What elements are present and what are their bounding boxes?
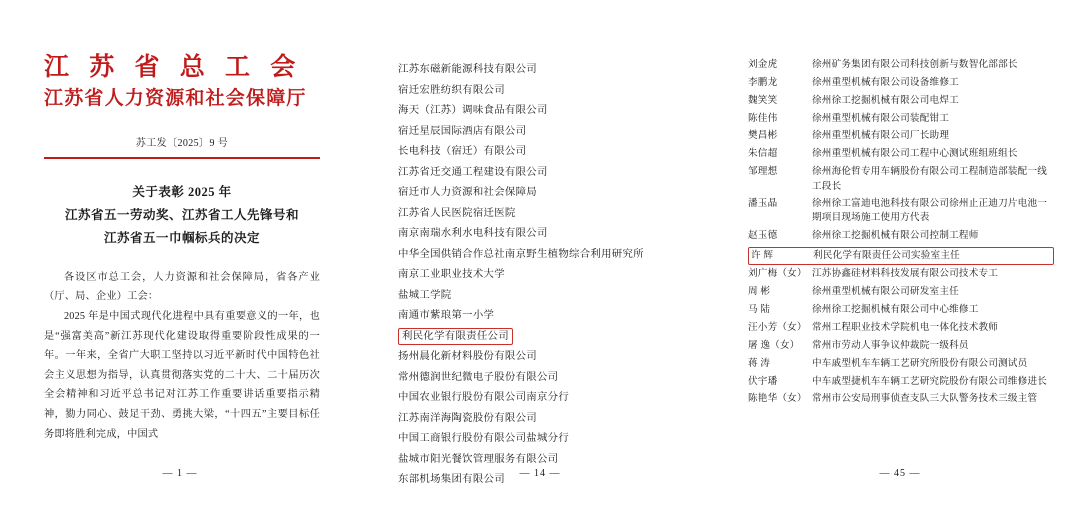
person-title: 江苏协鑫硅材料科技发展有限公司技术专工 xyxy=(812,268,999,280)
list-item xyxy=(398,429,692,450)
masthead-organization-secondary: 江苏省人力资源和社会保障厅 xyxy=(44,88,307,110)
table-row xyxy=(748,285,1054,300)
table-row xyxy=(748,112,1054,127)
person-name: 邹理想 xyxy=(748,166,778,178)
person-title: 中车戚型机车车辆工艺研究所股份有限公司测试员 xyxy=(812,357,1028,369)
page-title-line-3: 江苏省五一巾帼标兵的决定 xyxy=(103,230,260,245)
table-row xyxy=(748,197,1054,226)
list-item xyxy=(398,183,692,204)
page-number-people-list: — 45 — xyxy=(879,468,921,479)
page-number-cover: — 1 — xyxy=(162,468,198,479)
company-name: 宿迁星辰国际酒店有限公司 xyxy=(398,125,527,137)
company-name: 中国工商银行股份有限公司盐城分行 xyxy=(398,433,570,444)
company-name: 海天（江苏）调味食品有限公司 xyxy=(398,105,548,116)
table-row xyxy=(748,267,1054,282)
company-list-page xyxy=(360,0,720,509)
table-row-highlighted xyxy=(748,247,1054,266)
decision-cover-page xyxy=(0,0,360,509)
list-item xyxy=(398,306,692,327)
body-paragraph-2: 2025 年是中国式现代化进程中具有重要意义的一年，也是“强富美高”新江苏现代化建设取得重要阶段性成果的一年。一年来，全省广大职工坚持以习近平新时代中国特色社会主义思想为指导，认真贯彻落实党的二十大、二十届历次全会精神和习近平总书记对江苏工作重要讲话重要指示精神，勠力同心、鼓足干劲、勇挑大梁，“十四五”主要目标任务即将胜利完成，中国式 xyxy=(44,311,320,440)
list-item xyxy=(398,81,692,102)
company-name: 宿迁宏胜纺织有限公司 xyxy=(398,84,505,96)
person-name: 汪小芳（女） xyxy=(748,322,807,334)
person-title: 中车戚型捷机车车辆工艺研究院股份有限公司维修进长 xyxy=(812,375,1048,387)
person-title: 徐州徐工挖掘机械有限公司控制工程师 xyxy=(812,229,979,241)
list-item xyxy=(398,204,692,225)
company-name: 江苏省迁交通工程建设有限公司 xyxy=(398,166,548,178)
person-name: 刘金虎 xyxy=(748,59,778,70)
person-name: 陈艳华（女） xyxy=(748,393,807,405)
list-item-highlighted xyxy=(398,327,692,348)
company-name: 东部机场集团有限公司 xyxy=(398,474,505,485)
document-number: 苏工发〔2025〕9 号 xyxy=(135,137,229,149)
person-title: 徐州徐工挖掘机械有限公司中心维修工 xyxy=(812,304,979,316)
list-item xyxy=(398,224,692,245)
person-title: 常州市公安局刑事侦查支队三大队警务技术三级主管 xyxy=(812,393,1038,405)
person-name: 蒋 涛 xyxy=(748,357,771,369)
person-name: 魏笑笑 xyxy=(748,94,778,106)
person-title: 徐州海伦哲专用车辆股份有限公司工程制造部装配一线工段长 xyxy=(812,166,1048,192)
masthead-organization-primary: 江 苏 省 总 工 会 xyxy=(44,54,303,81)
page-number-company-list: — 14 — xyxy=(519,468,561,479)
company-name-highlighted: 利民化学有限责任公司 xyxy=(398,328,513,346)
company-list xyxy=(398,60,692,491)
list-item xyxy=(398,142,692,163)
person-name-highlighted: 许 辉 xyxy=(751,249,774,261)
person-title: 徐州重型机械有限公司研发室主任 xyxy=(812,286,959,298)
person-title: 徐州矿务集团有限公司科技创新与数智化部部长 xyxy=(812,59,1018,70)
list-item xyxy=(398,122,692,143)
person-name: 朱信超 xyxy=(748,148,778,160)
list-item xyxy=(398,60,692,81)
table-row xyxy=(748,94,1054,109)
table-row xyxy=(748,129,1054,144)
person-title: 常州市劳动人事争议仲裁院一级科员 xyxy=(812,339,969,351)
page-title-line-2: 江苏省五一劳动奖、江苏省工人先锋号和 xyxy=(64,207,299,222)
company-name: 江苏东磁新能源科技有限公司 xyxy=(398,64,537,75)
person-name: 樊昌彬 xyxy=(748,130,778,142)
table-row xyxy=(748,229,1054,244)
table-row xyxy=(748,165,1054,194)
company-name: 江苏省人民医院宿迁医院 xyxy=(398,207,516,219)
company-name: 盐城工学院 xyxy=(398,289,452,301)
red-divider-rule xyxy=(44,157,320,159)
company-name: 宿迁市人力资源和社会保障局 xyxy=(398,187,537,198)
table-row xyxy=(748,375,1054,390)
person-name: 赵玉德 xyxy=(748,229,778,241)
table-row xyxy=(748,76,1054,91)
person-name: 陈佳伟 xyxy=(748,112,778,124)
company-name: 中国农业银行股份有限公司南京分行 xyxy=(398,392,570,403)
list-item xyxy=(398,347,692,368)
company-name: 南通市紫琅第一小学 xyxy=(398,310,495,321)
table-row xyxy=(748,321,1054,336)
list-item xyxy=(398,101,692,122)
person-title: 徐州重型机械有限公司设备维修工 xyxy=(812,76,959,88)
person-name: 刘广梅（女） xyxy=(748,268,807,280)
people-list-page xyxy=(720,0,1080,509)
person-title-highlighted: 利民化学有限责任公司实验室主任 xyxy=(813,249,960,261)
company-name: 扬州晨化新材料股份有限公司 xyxy=(398,351,537,362)
table-row xyxy=(748,339,1054,354)
person-name: 伏宇璠 xyxy=(748,375,778,387)
person-title: 徐州徐工富迪电池科技有限公司徐州止正迪刀片电池一期项目现场施工使用方代表 xyxy=(812,197,1048,224)
person-title: 徐州重型机械有限公司工程中心测试班组班组长 xyxy=(812,148,1018,160)
person-name: 周 彬 xyxy=(748,286,771,298)
table-row xyxy=(748,58,1054,73)
people-list xyxy=(748,58,1054,407)
list-item xyxy=(398,245,692,266)
person-title: 徐州徐工挖掘机械有限公司电焊工 xyxy=(812,94,959,106)
company-name: 常州德润世纪微电子股份有限公司 xyxy=(398,371,559,383)
company-name: 长电科技（宿迁）有限公司 xyxy=(398,146,527,157)
table-row xyxy=(748,303,1054,318)
person-title: 常州工程职业技术学院机电一体化技术教师 xyxy=(812,322,999,334)
person-title: 徐州重型机械有限公司厂长助理 xyxy=(812,130,950,142)
list-item xyxy=(398,388,692,409)
body-text xyxy=(44,268,320,444)
list-item xyxy=(398,286,692,307)
list-item xyxy=(398,450,692,471)
list-item xyxy=(398,409,692,430)
person-name: 李鹏龙 xyxy=(748,76,778,88)
person-title: 徐州重型机械有限公司装配钳工 xyxy=(812,112,950,124)
body-paragraph-1: 各设区市总工会，人力资源和社会保障局，省各产业（厅、局、企业）工会： xyxy=(44,271,320,303)
company-name: 南京工业职业技术大学 xyxy=(398,269,505,280)
table-row xyxy=(748,147,1054,162)
person-name: 屠 逸（女） xyxy=(748,339,800,351)
company-name: 南京南瑞水利水电科技有限公司 xyxy=(398,228,548,239)
person-name: 潘玉晶 xyxy=(748,197,778,209)
page-title xyxy=(44,181,320,250)
list-item xyxy=(398,163,692,184)
list-item xyxy=(398,368,692,389)
table-row xyxy=(748,357,1054,372)
page-title-line-1: 关于表彰 2025 年 xyxy=(132,184,232,199)
company-name: 盐城市阳光餐饮管理服务有限公司 xyxy=(398,453,559,465)
table-row xyxy=(748,392,1054,407)
person-name: 马 陆 xyxy=(748,304,771,316)
company-name: 江苏南洋海陶瓷股份有限公司 xyxy=(398,412,537,424)
company-name: 中华全国供销合作总社南京野生植物综合利用研究所 xyxy=(398,248,644,260)
list-item xyxy=(398,265,692,286)
